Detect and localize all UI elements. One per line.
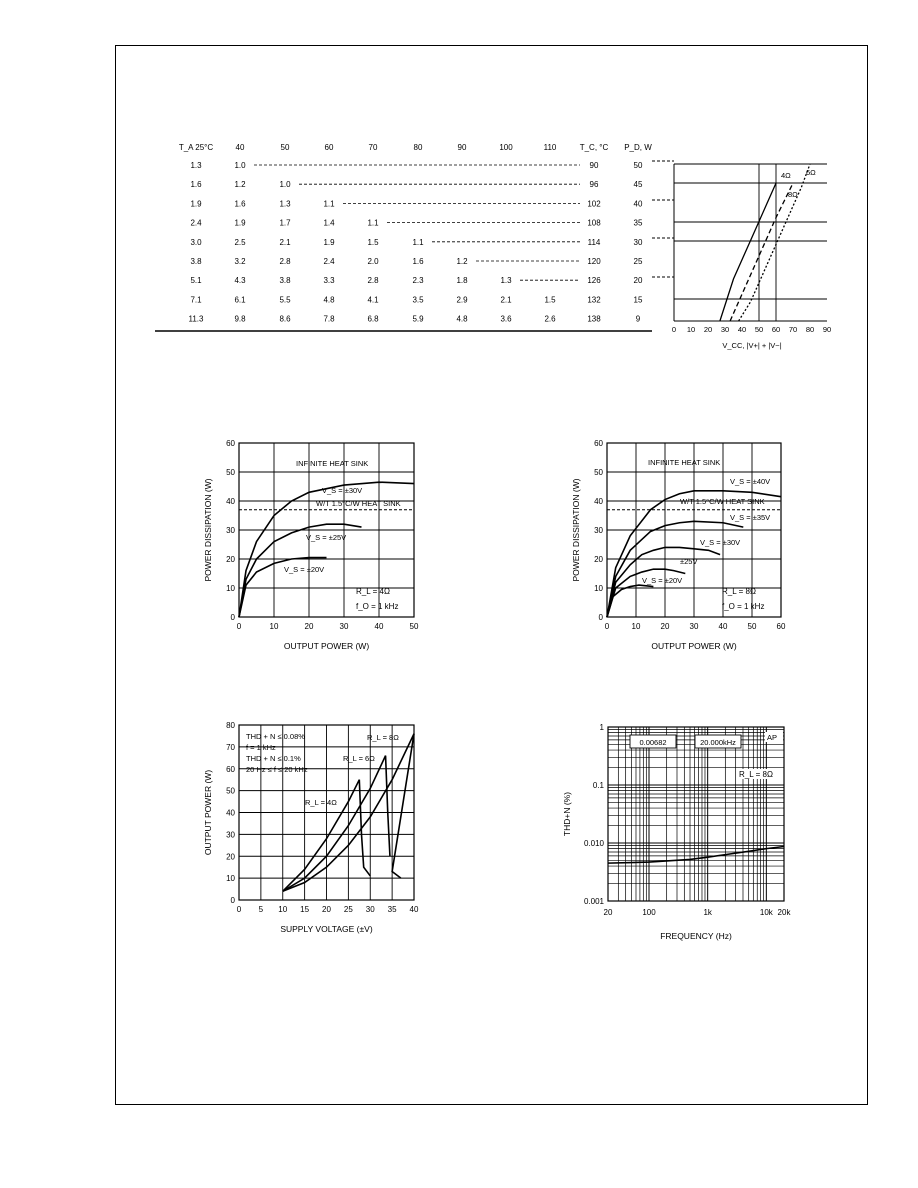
x-tick-label: 0 [236,905,242,914]
series-line [720,183,776,321]
chart-annotation: 20 Hz ≤ f ≤ 20 kHz [246,765,308,774]
y-tick-label: 50 [594,468,603,477]
y-tick-label: 80 [226,721,235,730]
y-tick-label: 50 [226,786,235,796]
power-dissipation-8ohm-chart [571,439,786,651]
x-tick-label: 0 [671,325,677,334]
series-label: 6Ω [806,168,816,177]
y-tick-label: 20 [226,555,235,564]
y-axis-label: OUTPUT POWER (W) [203,769,213,856]
chart-annotation: INFINITE HEAT SINK [648,458,721,467]
table-cell: 2.4 [190,218,202,228]
x-tick-label: 30 [689,622,699,631]
table-cell: 4.8 [323,295,335,305]
table-header-cell: 80 [413,143,423,152]
x-tick-label: 40 [718,622,728,631]
y-tick-label: 40 [226,808,235,818]
chart-annotation: V_S = ±40V [730,477,771,486]
table-cell: 15 [633,295,643,305]
readout-frequency: 20.000kHz [700,738,736,747]
table-header-cell: 110 [543,143,557,152]
chart-annotation: R_L = 8Ω [722,587,756,596]
x-tick-label: 70 [788,325,798,334]
table-cell: 6.1 [234,295,246,305]
x-tick-label: 25 [343,905,353,914]
table-cell: 3.6 [500,314,512,324]
y-tick-label: 20 [594,555,603,564]
series-label: 4Ω [781,171,791,180]
y-tick-label: 0 [598,613,603,622]
table-cell: 2.4 [323,257,335,266]
chart-annotation: V_S = ±20V [642,576,683,585]
table-cell: 1.9 [234,218,246,228]
table-cell: 138 [587,314,601,324]
table-cell: 1.0 [279,180,291,190]
derating-table [155,143,652,331]
y-axis-label: POWER DISSIPATION (W) [203,478,213,582]
table-header-cell: T_A 25°C [178,143,214,152]
table-cell: 1.7 [279,218,291,228]
chart-annotation: R_L = 8Ω [367,733,399,742]
table-cell: 25 [633,257,643,266]
table-cell: 1.2 [456,257,468,266]
table-cell: 3.8 [279,276,291,286]
table-cell: 2.1 [500,295,512,305]
x-axis-label: SUPPLY VOLTAGE (±V) [280,924,373,934]
table-cell: 1.1 [412,237,424,247]
y-axis-label: THD+N (%) [562,791,572,837]
derating-curves-chart [652,161,831,350]
table-cell: 2.5 [234,237,246,247]
table-cell: 1.1 [323,199,335,209]
table-cell: 3.0 [190,237,202,247]
x-tick-label: 20 [603,908,613,917]
table-cell: 1.0 [234,161,246,170]
chart-annotation: V_S = ±20V [284,565,325,574]
table-cell: 40 [633,199,643,209]
table-cell: 20 [633,276,643,286]
x-axis-label: V_CC, |V+| + |V−| [722,341,782,350]
table-cell: 2.0 [367,257,379,266]
table-cell: 4.8 [456,314,468,324]
table-cell: 102 [587,199,601,209]
x-axis-label: OUTPUT POWER (W) [651,641,737,651]
table-cell: 30 [633,237,643,247]
table-header-cell: 60 [324,143,334,152]
table-cell: 7.1 [190,295,202,305]
chart-annotation: f_O = 1 kHz [722,602,765,611]
table-cell: 126 [587,276,601,286]
y-tick-label: 0 [230,613,235,622]
table-cell: 5.5 [279,295,291,305]
x-tick-label: 50 [747,622,757,631]
x-tick-label: 10 [269,622,279,631]
table-header-cell: 100 [499,143,513,152]
table-cell: 4.1 [367,295,379,305]
x-tick-label: 10 [631,622,641,631]
table-cell: 1.3 [500,276,512,286]
x-axis-label: FREQUENCY (Hz) [660,931,732,941]
table-cell: 1.6 [234,199,246,209]
table-cell: 45 [633,180,643,190]
table-cell: 2.1 [279,237,291,247]
ap-logo: AP [767,733,778,742]
chart-annotation: f_O = 1 kHz [356,602,399,611]
x-tick-label: 60 [776,622,786,631]
table-cell: 1.3 [279,199,291,209]
x-tick-label: 30 [720,325,730,334]
y-tick-label: 1 [599,723,604,732]
table-cell: 1.6 [412,257,424,266]
table-cell: 1.5 [544,295,556,305]
x-tick-label: 40 [737,325,747,334]
table-cell: 8.6 [279,314,291,324]
table-header-cell: P_D, W [624,143,652,152]
table-cell: 5.9 [412,314,424,324]
chart-annotation: V_S = ±30V [700,538,741,547]
table-header-cell: 40 [235,143,245,152]
y-tick-label: 10 [226,874,235,884]
x-tick-label: 50 [409,622,419,631]
chart-annotation: R_L = 8Ω [739,770,773,779]
table-header-cell: 50 [280,143,290,152]
y-tick-label: 60 [226,764,235,774]
table-cell: 7.8 [323,314,335,324]
table-cell: 2.3 [412,276,424,286]
x-tick-label: 60 [771,325,781,334]
chart-annotation: V_S = ±30V [322,486,363,495]
table-cell: 108 [587,218,601,228]
y-tick-label: 30 [226,526,235,535]
table-cell: 132 [587,295,601,305]
y-axis-label: POWER DISSIPATION (W) [571,478,581,582]
x-tick-label: 40 [409,905,419,914]
chart-annotation: R_L = 6Ω [343,754,375,763]
table-cell: 3.2 [234,257,246,266]
x-tick-label: 20 [304,622,314,631]
y-tick-label: 0.001 [583,897,604,906]
chart-annotation: f = 1 kHz [246,743,276,752]
x-tick-label: 20k [777,908,791,917]
output-power-vs-supply-chart [203,721,419,934]
x-tick-label: 0 [604,622,610,631]
x-tick-label: 5 [258,905,264,914]
y-tick-label: 10 [594,584,603,593]
x-tick-label: 30 [339,622,349,631]
chart-annotation: INFINITE HEAT SINK [296,459,369,468]
table-cell: 2.8 [367,276,379,286]
table-cell: 3.3 [323,276,335,286]
chart-annotation: R_L = 4Ω [356,587,390,596]
chart-annotation: W/T 1.5°C/W HEAT SINK [680,497,765,506]
table-cell: 3.5 [412,295,424,305]
table-cell: 2.9 [456,295,468,305]
chart-annotation: THD + N ≤ 0.1% [246,754,301,763]
table-cell: 9.8 [234,314,246,324]
readout-value: 0.00682 [639,738,667,747]
x-tick-label: 40 [374,622,384,631]
x-tick-label: 100 [642,908,656,917]
chart-annotation: ±25V [680,557,698,566]
table-header-cell: 70 [368,143,378,152]
thdn-vs-frequency-chart [562,723,791,941]
y-tick-label: 0.1 [592,781,604,790]
x-tick-label: 30 [365,905,375,914]
x-tick-label: 1k [703,908,712,917]
table-header-cell: 90 [457,143,467,152]
table-cell: 4.3 [234,276,246,286]
y-tick-label: 60 [594,439,603,448]
table-cell: 2.8 [279,257,291,266]
y-tick-label: 10 [226,584,235,593]
chart-annotation: V_S = ±35V [730,513,771,522]
x-tick-label: 10 [686,325,696,334]
chart-annotation: R_L = 4Ω [305,798,337,807]
table-cell: 1.2 [234,180,246,190]
x-tick-label: 20 [322,905,331,914]
table-cell: 35 [633,218,643,228]
table-cell: 1.8 [456,276,468,286]
table-cell: 3.8 [190,257,202,266]
table-cell: 96 [589,180,599,190]
x-tick-label: 50 [754,325,764,334]
x-tick-label: 15 [300,905,310,914]
y-tick-label: 30 [226,830,235,840]
x-tick-label: 10 [278,905,288,914]
y-tick-label: 0 [230,896,235,905]
table-cell: 9 [635,314,641,324]
chart-annotation: THD + N ≤ 0.08% [246,732,305,741]
table-cell: 90 [589,161,599,170]
table-cell: 50 [633,161,643,170]
x-tick-label: 90 [822,325,832,334]
table-cell: 1.5 [367,237,379,247]
table-cell: 114 [587,237,601,247]
x-tick-label: 10k [759,908,773,917]
y-tick-label: 40 [226,497,235,506]
table-cell: 1.3 [190,161,202,170]
table-cell: 1.9 [323,237,335,247]
table-header-cell: T_C, °C [579,143,609,152]
chart-annotation: W/T 1.5°C/W HEAT SINK [316,499,401,508]
table-cell: 1.6 [190,180,202,190]
y-tick-label: 70 [226,742,235,752]
table-cell: 5.1 [190,276,202,286]
table-cell: 6.8 [367,314,379,324]
table-cell: 120 [587,257,601,266]
y-tick-label: 0.010 [583,839,604,848]
table-cell: 11.3 [188,314,204,324]
x-tick-label: 0 [236,622,242,631]
x-tick-label: 35 [387,905,397,914]
chart-annotation: V_S = ±25V [306,533,347,542]
x-axis-label: OUTPUT POWER (W) [283,641,370,651]
y-tick-label: 40 [594,497,603,506]
table-cell: 2.6 [544,314,556,324]
y-tick-label: 20 [226,852,235,862]
x-tick-label: 80 [805,325,815,334]
x-tick-label: 20 [660,622,670,631]
series-line [730,183,793,321]
table-cell: 1.9 [190,199,202,209]
power-dissipation-4ohm-chart [203,439,419,651]
x-tick-label: 20 [703,325,713,334]
series-label: 8Ω [788,190,798,199]
y-tick-label: 30 [594,526,603,535]
table-cell: 1.1 [367,218,379,228]
y-tick-label: 60 [226,439,235,448]
table-cell: 1.4 [323,218,335,228]
y-tick-label: 50 [226,468,235,477]
